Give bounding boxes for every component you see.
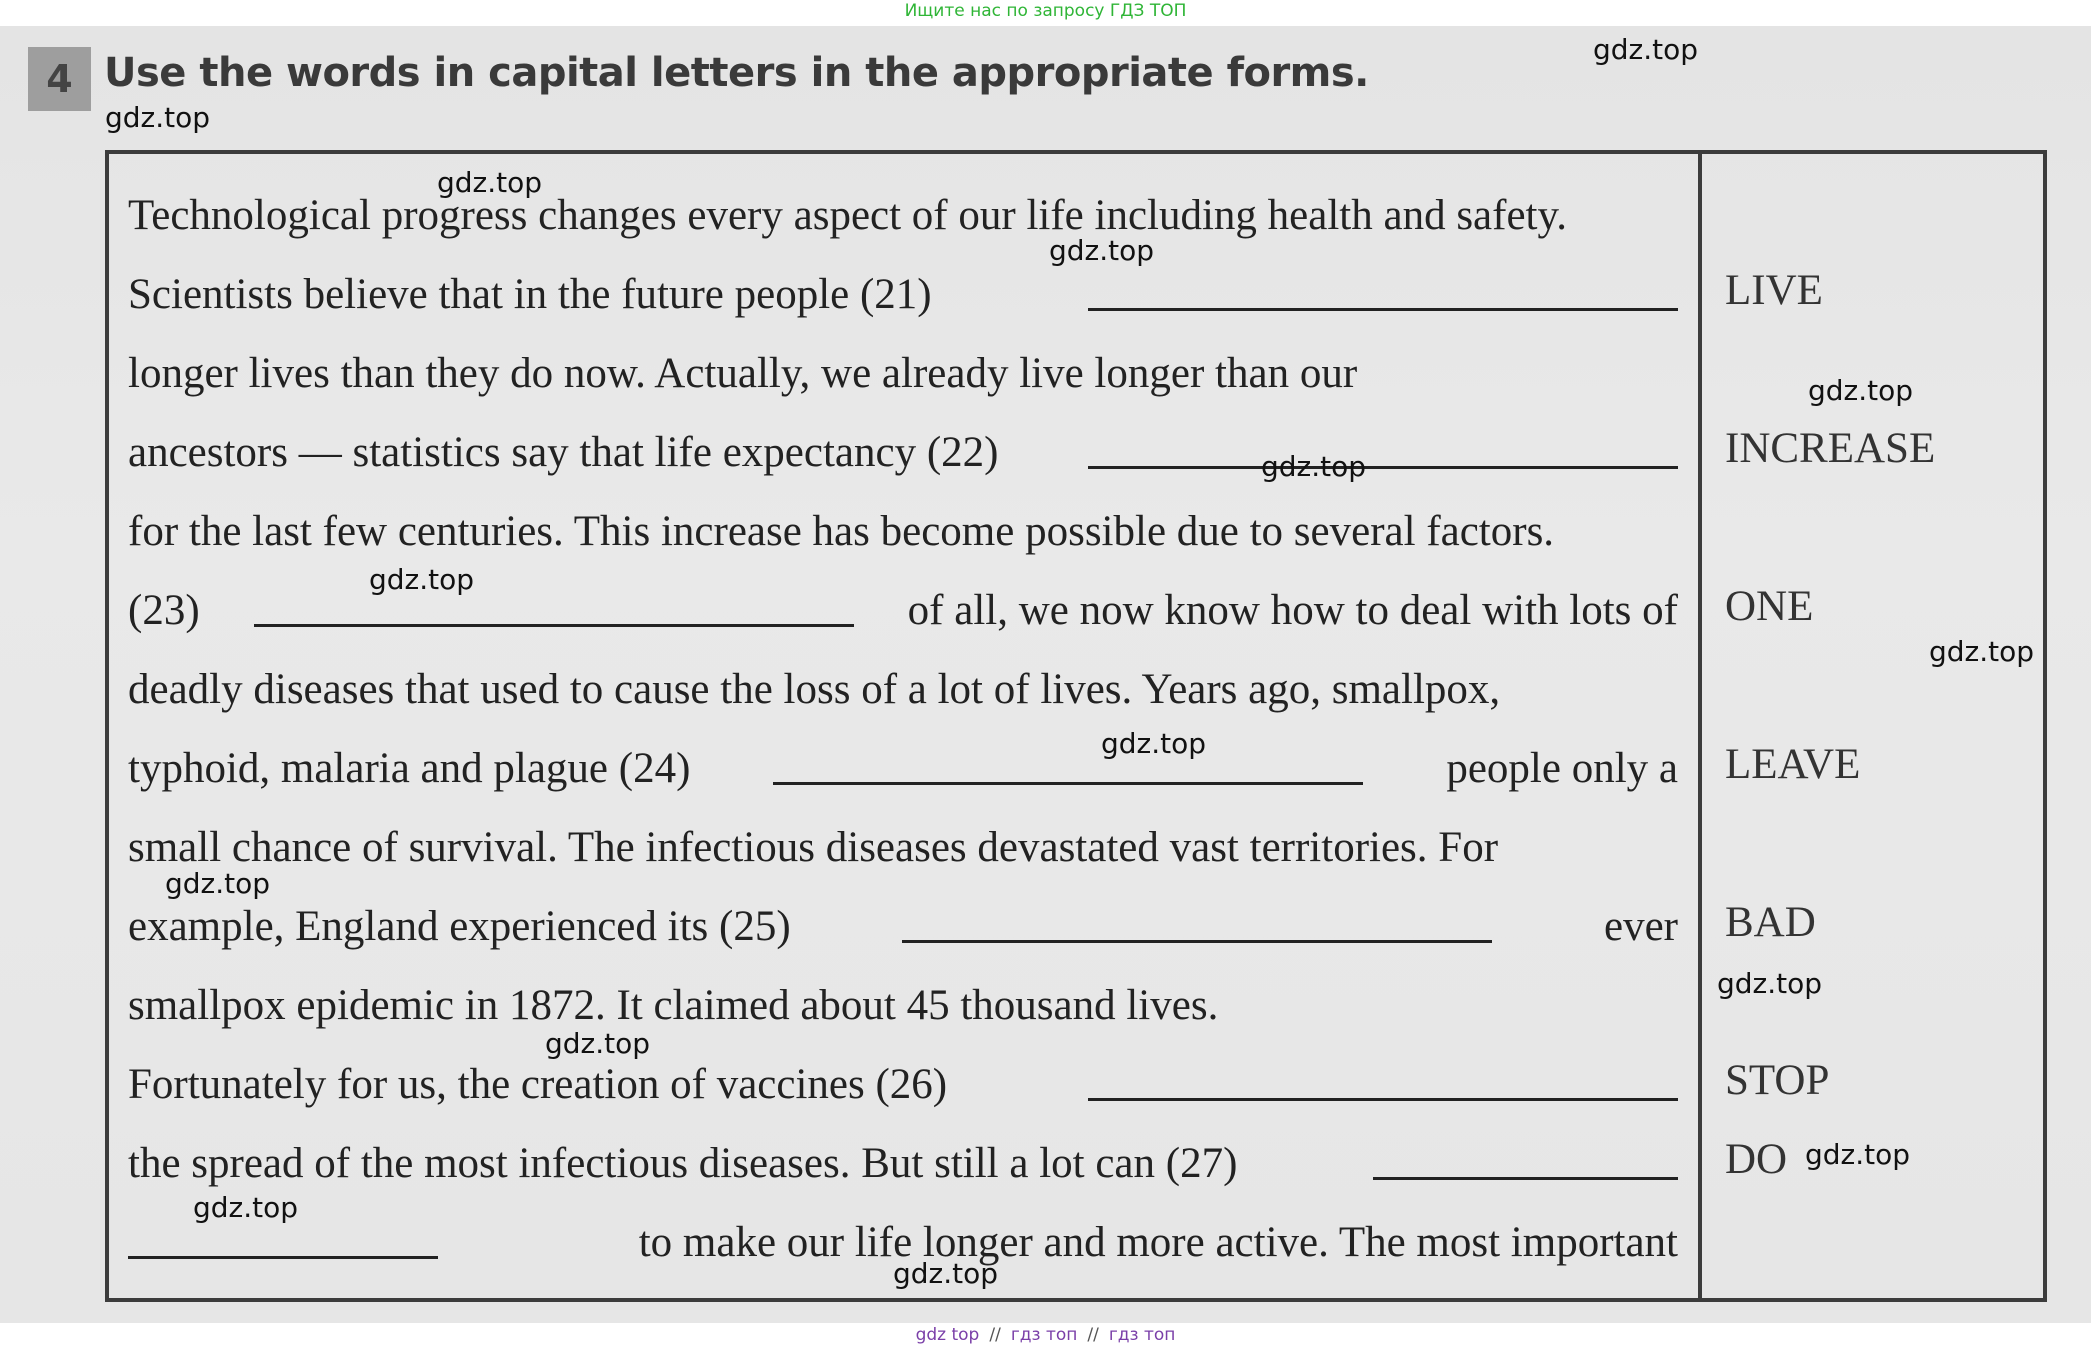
text-line-5 bbox=[128, 501, 1678, 561]
watermark: gdz.top bbox=[1261, 450, 1367, 483]
keyword-bad: BAD bbox=[1725, 899, 1816, 946]
text-line-7 bbox=[128, 659, 1678, 719]
watermark: gdz.top bbox=[1808, 374, 1914, 407]
bottom-link-3[interactable]: гдз топ bbox=[1108, 1325, 1176, 1345]
answer-blank-23[interactable] bbox=[254, 594, 854, 627]
bottom-link-2[interactable]: гдз топ bbox=[1010, 1325, 1078, 1345]
text-line-11 bbox=[128, 975, 1678, 1035]
bottom-link-1[interactable]: gdz top bbox=[915, 1325, 980, 1345]
text-line-10 bbox=[128, 896, 1678, 956]
keyword-do: DO bbox=[1725, 1136, 1788, 1183]
line-text: (23) bbox=[128, 586, 200, 634]
line-text: deadly diseases that used to cause the loss of a lot of lives. Years ago, smallpox, bbox=[128, 665, 1501, 713]
top-banner[interactable]: Ищите нас по запросу ГДЗ ТОП bbox=[904, 1, 1187, 21]
separator: // bbox=[1087, 1325, 1099, 1345]
text-line-6 bbox=[128, 580, 1678, 640]
answer-blank-24[interactable] bbox=[773, 752, 1363, 785]
text-line-13 bbox=[128, 1133, 1678, 1193]
keyword-live: LIVE bbox=[1725, 267, 1823, 314]
line-text: of all, we now know how to deal with lots of bbox=[907, 586, 1678, 634]
text-line-8 bbox=[128, 738, 1678, 798]
line-text: longer lives than they do now. Actually, we already live longer than our bbox=[128, 349, 1358, 397]
answer-blank-22[interactable] bbox=[1088, 436, 1678, 469]
line-text: ancestors — statistics say that life expectancy (22) bbox=[128, 428, 999, 476]
keyword-stop: STOP bbox=[1725, 1057, 1830, 1104]
task-number-badge: 4 bbox=[28, 47, 91, 111]
line-text: ever bbox=[1603, 902, 1678, 950]
line-text: to make our life longer and more active. The most important bbox=[638, 1218, 1678, 1266]
text-line-9 bbox=[128, 817, 1678, 877]
answer-blank-25[interactable] bbox=[902, 910, 1492, 943]
line-text: Technological progress changes every aspect of our life including health and safety. bbox=[128, 191, 1567, 239]
watermark: gdz.top bbox=[105, 101, 211, 134]
watermark: gdz.top bbox=[1805, 1138, 1911, 1171]
line-text: typhoid, malaria and plague (24) bbox=[128, 744, 691, 792]
watermark: gdz.top bbox=[165, 867, 271, 900]
keyword-increase: INCREASE bbox=[1725, 425, 1936, 472]
watermark: gdz.top bbox=[1101, 727, 1207, 760]
line-text: Scientists believe that in the future people (21) bbox=[128, 270, 932, 318]
column-divider bbox=[1698, 150, 1702, 1302]
watermark: gdz.top bbox=[1049, 234, 1155, 267]
answer-blank-21[interactable] bbox=[1088, 278, 1678, 311]
line-text: Fortunately for us, the creation of vaccines (26) bbox=[128, 1060, 948, 1108]
text-line-3 bbox=[128, 343, 1678, 403]
line-text: the spread of the most infectious diseases. But still a lot can (27) bbox=[128, 1139, 1238, 1187]
keyword-leave: LEAVE bbox=[1725, 741, 1861, 788]
answer-blank-27[interactable] bbox=[1373, 1147, 1678, 1180]
text-line-1 bbox=[128, 185, 1678, 245]
watermark: gdz.top bbox=[1593, 33, 1699, 66]
separator: // bbox=[989, 1325, 1001, 1345]
text-line-4 bbox=[128, 422, 1678, 482]
line-text: for the last few centuries. This increase has become possible due to several factors. bbox=[128, 507, 1555, 555]
watermark: gdz.top bbox=[1929, 635, 2035, 668]
text-line-12 bbox=[128, 1054, 1678, 1114]
bottom-banner[interactable] bbox=[0, 1322, 2091, 1349]
line-text: smallpox epidemic in 1872. It claimed about 45 thousand lives. bbox=[128, 981, 1219, 1029]
text-line-2 bbox=[128, 264, 1678, 324]
line-text: example, England experienced its (25) bbox=[128, 902, 791, 950]
watermark: gdz.top bbox=[545, 1027, 651, 1060]
watermark: gdz.top bbox=[437, 166, 543, 199]
watermark: gdz.top bbox=[369, 563, 475, 596]
line-text: small chance of survival. The infectious diseases devastated vast territories. For bbox=[128, 823, 1499, 871]
watermark: gdz.top bbox=[193, 1191, 299, 1224]
watermark: gdz.top bbox=[1717, 967, 1823, 1000]
watermark: gdz.top bbox=[893, 1257, 999, 1290]
task-instruction: Use the words in capital letters in the appropriate forms. bbox=[104, 50, 1369, 96]
keyword-one: ONE bbox=[1725, 583, 1814, 630]
answer-blank-27-continued[interactable] bbox=[128, 1226, 438, 1259]
line-text: people only a bbox=[1446, 744, 1678, 792]
answer-blank-26[interactable] bbox=[1088, 1068, 1678, 1101]
